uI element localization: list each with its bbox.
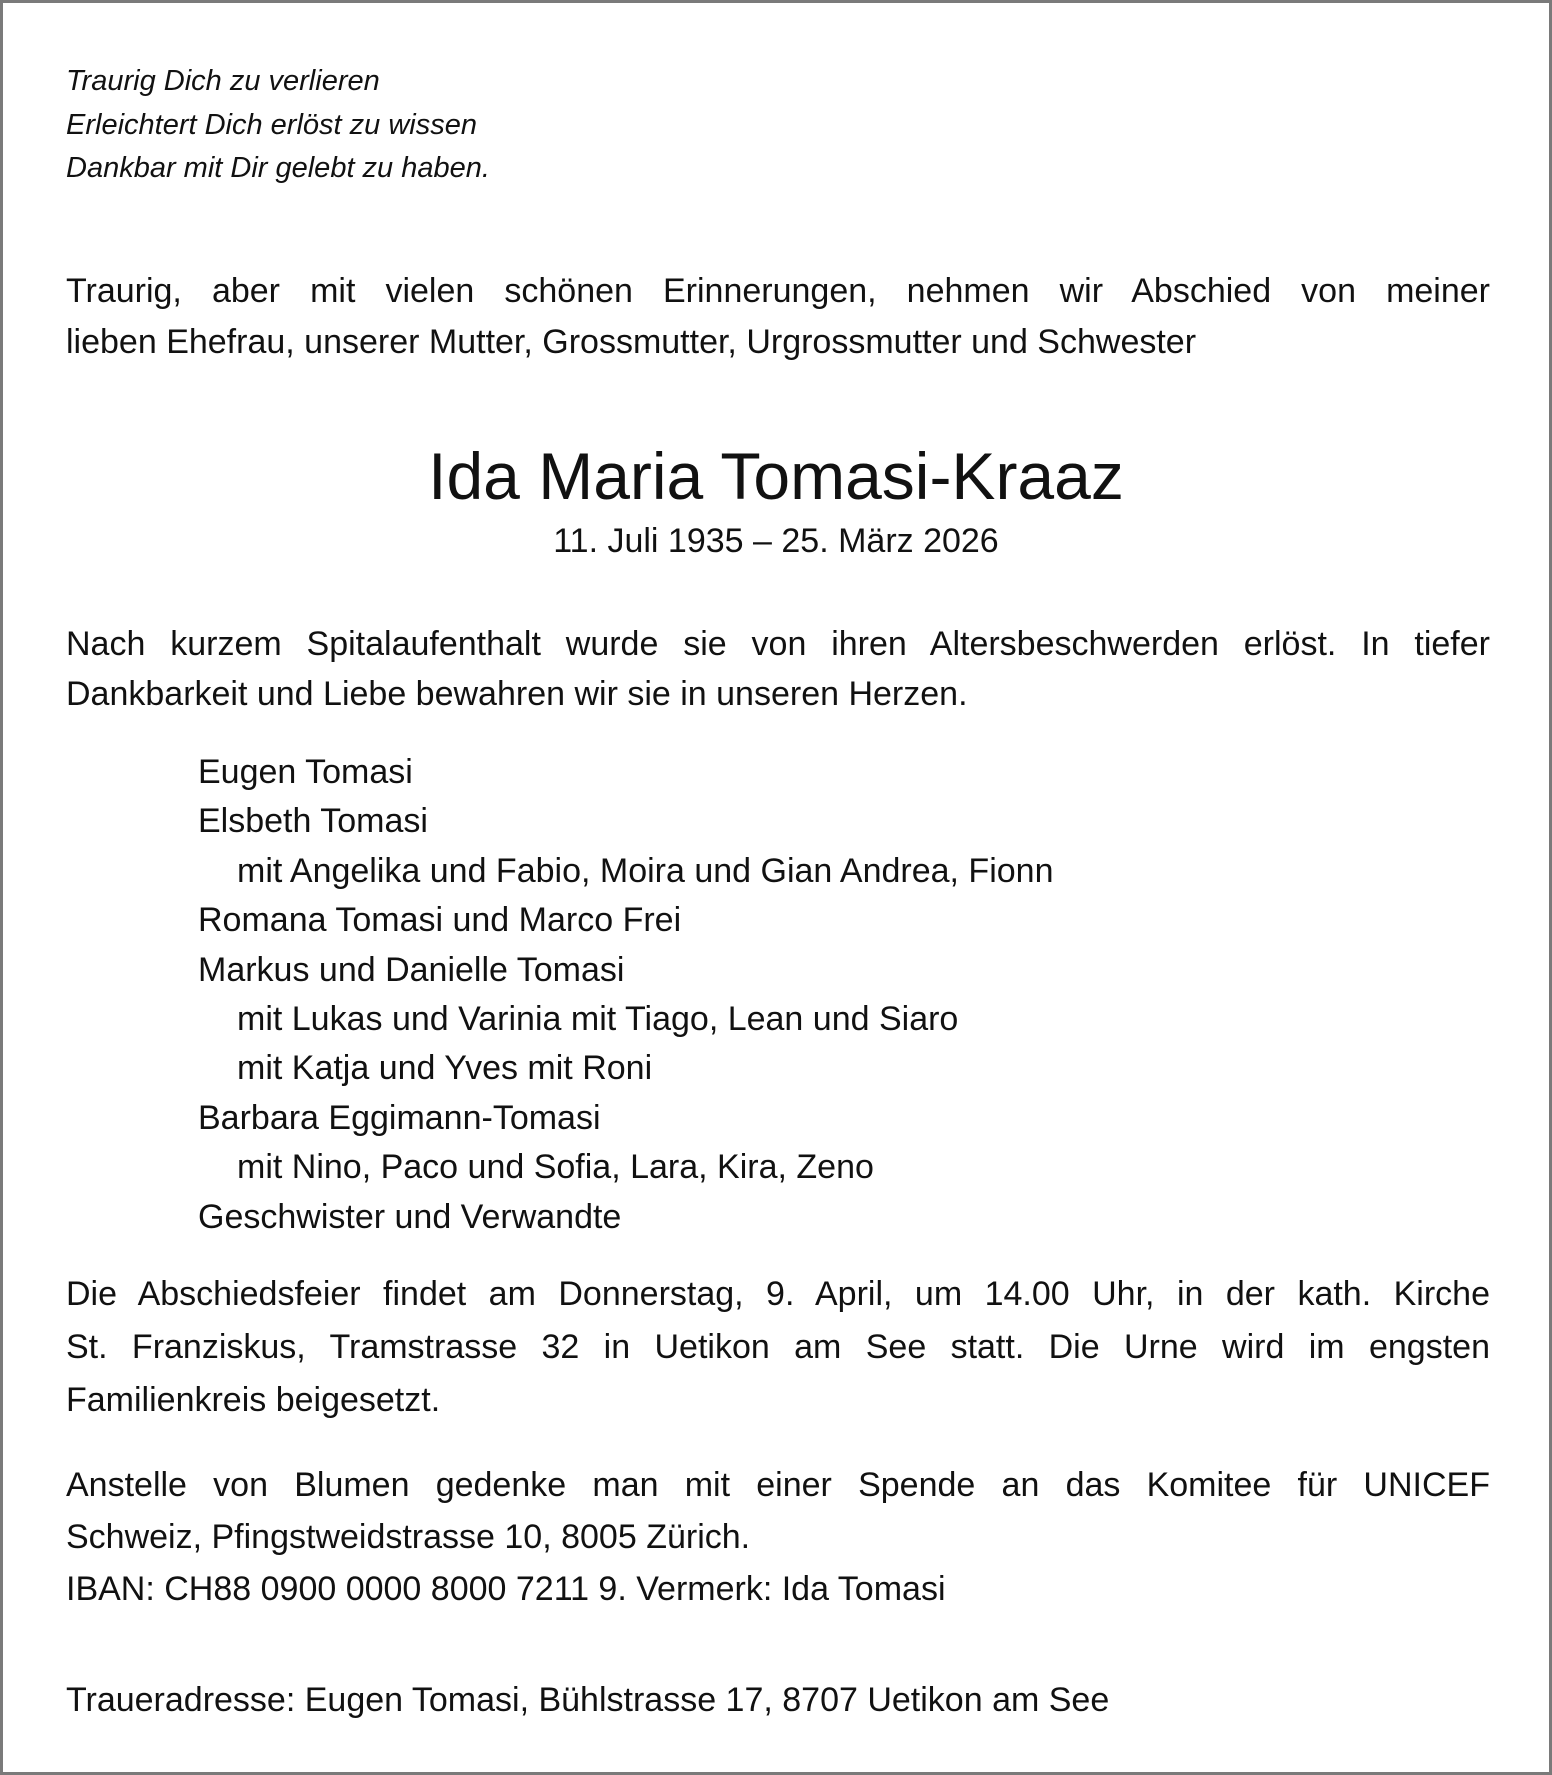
iban-line: IBAN: CH88 0900 0000 8000 7211 9. Vermerk: Ida Tomasi <box>66 1570 946 1608</box>
poem-line: Dankbar mit Dir gelebt zu haben. <box>66 152 490 185</box>
donation-line: Schweiz, Pfingstweidstrasse 10, 8005 Zürich. <box>66 1518 751 1556</box>
mourner-family: mit Lukas und Varinia mit Tiago, Lean und Siaro <box>237 1000 959 1039</box>
ceremony-paragraph <box>66 1268 1490 1427</box>
ceremony-line: St. Franziskus, Tramstrasse 32 in Uetikon am See statt. Die Urne wird im engsten <box>66 1328 1490 1366</box>
intro-paragraph <box>66 266 1490 368</box>
donation-line: Anstelle von Blumen gedenke man mit einer Spende an das Komitee für UNICEF <box>66 1466 1490 1504</box>
ceremony-line: Die Abschiedsfeier findet am Donnerstag, 9. April, um 14.00 Uhr, in der kath. Kirche <box>66 1275 1490 1313</box>
mourner: Romana Tomasi und Marco Frei <box>198 901 682 940</box>
donation-paragraph <box>66 1459 1490 1615</box>
mourner: Geschwister und Verwandte <box>198 1197 622 1236</box>
life-dates: 11. Juli 1935 – 25. März 2026 <box>553 522 999 560</box>
mourner: Elsbeth Tomasi <box>198 802 428 841</box>
mourner-family: mit Katja und Yves mit Roni <box>237 1049 653 1088</box>
mourners-list <box>198 748 1398 1242</box>
intro-line: lieben Ehefrau, unserer Mutter, Grossmutter, Urgrossmutter und Schwester <box>66 323 1197 361</box>
poem-line: Erleichtert Dich erlöst zu wissen <box>66 108 477 141</box>
mourner: Markus und Danielle Tomasi <box>198 950 625 989</box>
poem <box>66 60 1490 191</box>
farewell-line: Nach kurzem Spitalaufenthalt wurde sie von ihren Altersbeschwerden erlöst. In tiefer <box>66 625 1490 663</box>
mourner: Barbara Eggimann-Tomasi <box>198 1098 601 1137</box>
farewell-paragraph <box>66 619 1490 719</box>
poem-line: Traurig Dich zu verlieren <box>66 65 380 97</box>
mourning-address: Traueradresse: Eugen Tomasi, Bühlstrasse 17, 8707 Uetikon am See <box>66 1681 1110 1719</box>
mourner-family: mit Nino, Paco und Sofia, Lara, Kira, Zeno <box>237 1148 874 1187</box>
mourner: Eugen Tomasi <box>198 753 413 791</box>
intro-line: Traurig, aber mit vielen schönen Erinnerungen, nehmen wir Abschied von meiner <box>66 272 1490 310</box>
mourner-family: mit Angelika und Fabio, Moira und Gian Andrea, Fionn <box>237 851 1054 890</box>
ceremony-line: Familienkreis beigesetzt. <box>66 1381 441 1419</box>
farewell-line: Dankbarkeit und Liebe bewahren wir sie in unseren Herzen. <box>66 675 968 713</box>
deceased-name: Ida Maria Tomasi-Kraaz <box>428 439 1124 513</box>
